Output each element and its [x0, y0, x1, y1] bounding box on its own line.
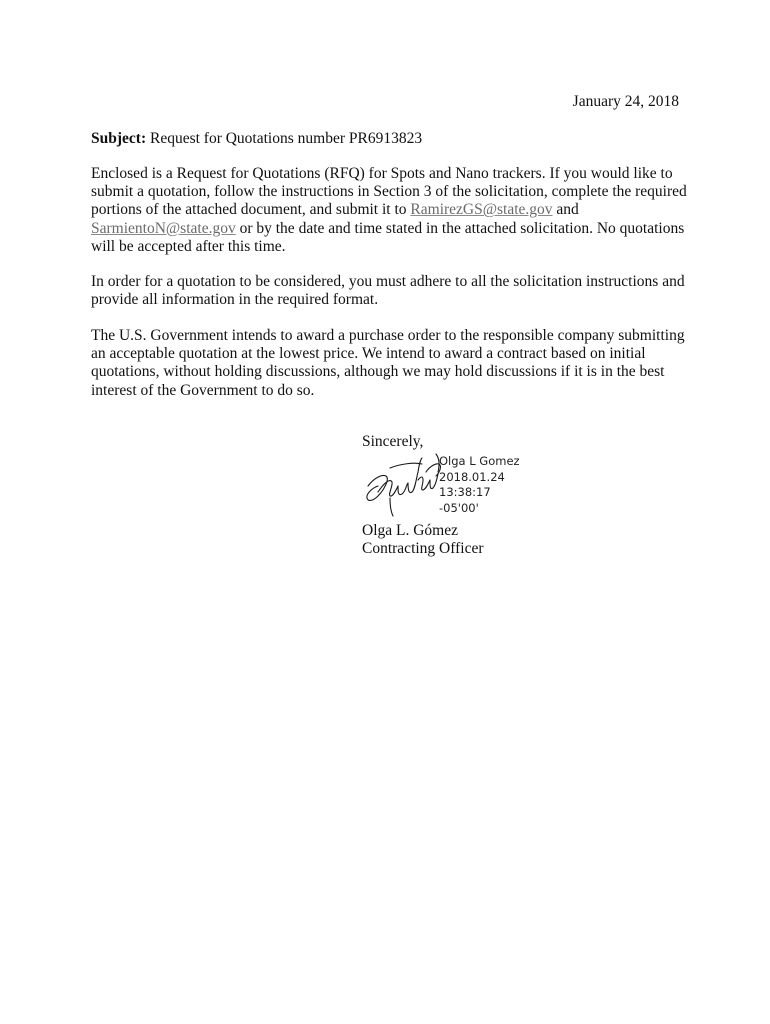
handwritten-signature — [360, 450, 444, 520]
closing: Sincerely, — [362, 433, 424, 450]
subject-text: Request for Quotations number PR6913823 — [146, 130, 423, 147]
paragraph-line: submit a quotation, follow the instructions in Section 3 of the solicitation, complete the required — [91, 183, 687, 201]
paragraph-line: provide all information in the required format. — [91, 291, 379, 309]
paragraph-line: quotations, without holding discussions, although we may hold discussions if it is in the best — [91, 363, 665, 381]
paragraph-award — [91, 327, 691, 400]
paragraph-text: portions of the attached document, and submit it to — [91, 201, 411, 219]
paragraph-line: In order for a quotation to be considered, you must adhere to all the solicitation instructions and — [91, 273, 685, 290]
email-link-sarmiento[interactable]: SarmientoN@state.gov — [91, 219, 236, 237]
digital-signature-time: 13:38:17 — [439, 485, 491, 500]
paragraph-line — [91, 201, 691, 219]
digital-signature-name: Olga L Gomez — [439, 454, 520, 468]
paragraph-line: will be accepted after this time. — [91, 237, 286, 255]
digital-signature-date: 2018.01.24 — [439, 469, 505, 484]
subject-line — [91, 130, 422, 148]
paragraph-line — [91, 220, 691, 238]
paragraph-line: Enclosed is a Request for Quotations (RFQ) for Spots and Nano trackers. If you would like to — [91, 165, 673, 182]
subject-label: Subject: — [91, 130, 147, 147]
paragraph-text: or by the date and time stated in the attached solicitation. No quotations — [235, 219, 685, 237]
signer-name: Olga L. Gómez — [362, 522, 458, 539]
signer-title: Contracting Officer — [362, 540, 484, 557]
digital-signature-stamp — [439, 454, 520, 516]
email-link-ramirez[interactable]: RamirezGS@state.gov — [410, 201, 553, 219]
digital-signature-offset: -05'00' — [439, 500, 479, 515]
letter-date: January 24, 2018 — [572, 93, 679, 110]
paragraph-line: interest of the Government to do so. — [91, 381, 315, 399]
paragraph-enclosure — [91, 165, 691, 256]
paragraph-line: The U.S. Government intends to award a purchase order to the responsible company submitting — [91, 327, 685, 344]
paragraph-requirements — [91, 273, 691, 309]
paragraph-line: an acceptable quotation at the lowest price. We intend to award a contract based on initial — [91, 345, 646, 363]
paragraph-text: and — [552, 201, 579, 219]
